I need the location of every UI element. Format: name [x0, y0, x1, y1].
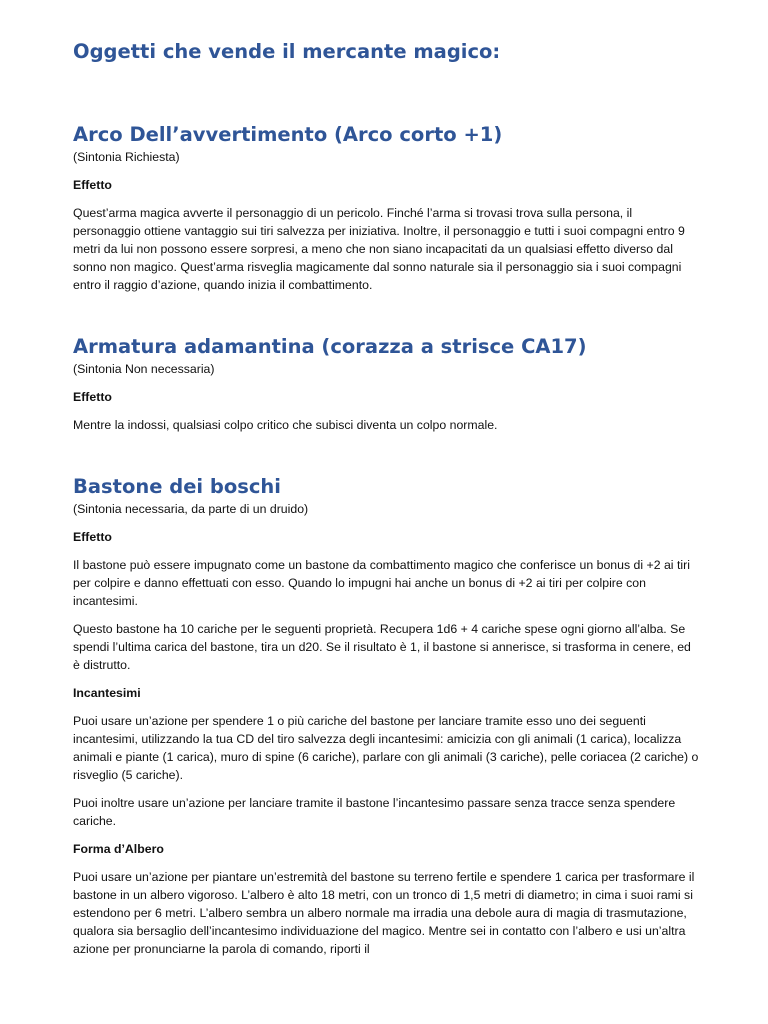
- document-page: [73, 38, 699, 968]
- attunement-note: (Sintonia Non necessaria): [73, 362, 215, 376]
- attunement-note: (Sintonia necessaria, da parte di un druido): [73, 502, 309, 516]
- item-bastone-boschi: [73, 474, 699, 958]
- page-title: Oggetti che vende il mercante magico:: [73, 40, 501, 63]
- section-spacer: [73, 444, 699, 474]
- effect-paragraph: Mentre la indossi, qualsiasi colpo critico che subisci diventa un colpo normale.: [73, 418, 498, 432]
- effect-paragraph: Quest’arma magica avverte il personaggio di un pericolo. Finché l’arma si trovasi trova sulla persona, il personaggio ottiene vantaggio sui tiri salvezza per iniziativa. Inoltre, il personaggio e tutti i suoi compagni entro 9 metri da lui non possono essere sorpresi, a meno che non siano incapacitati da un qualsiasi effetto diverso dal sonno non magico. Quest’arma risveglia magicamente dal sonno naturale sia il personaggio sia i suoi compagni entro il raggio d’azione, quando inizia il combattimento.: [73, 206, 685, 292]
- tree-form-heading: Forma d’Albero: [73, 842, 164, 856]
- effect-paragraph: Questo bastone ha 10 cariche per le seguenti proprietà. Recupera 1d6 + 4 cariche spese ogni giorno all’alba. Se spendi l’ultima carica del bastone, tira un d20. Se il risultato è 1, il bastone si annerisce, si trasforma in cenere, ed è distrutto.: [73, 622, 691, 672]
- spells-paragraph: Puoi inoltre usare un’azione per lanciare tramite il bastone l’incantesimo passare senza tracce senza spendere cariche.: [73, 796, 676, 828]
- tree-form-paragraph: Puoi usare un’azione per piantare un’estremità del bastone su terreno fertile e spendere 1 carica per trasformare il bastone in un albero vigoroso. L’albero è alto 18 metri, con un tronco di 1,5 metri di diametro; in cima i suoi rami si estendono per 6 metri. L’albero sembra un albero normale ma irradia una debole aura di magia di trasmutazione, qualora sia bersaglio dell’incantesimo individuazione del magico. Mentre sei in contatto con l’albero e usi un’altra azione per pronunciarne la parola di comando, riporti il: [73, 870, 695, 956]
- effect-heading: Effetto: [73, 530, 112, 544]
- attunement-note: (Sintonia Richiesta): [73, 150, 180, 164]
- section-spacer: [73, 304, 699, 334]
- spells-heading: Incantesimi: [73, 686, 141, 700]
- effect-paragraph: Il bastone può essere impugnato come un bastone da combattimento magico che conferisce un bonus di +2 ai tiri per colpire e danno effettuati con esso. Quando lo impugni hai anche un bonus di +2 ai tiri per colpire con incantesimi.: [73, 558, 690, 608]
- item-title: Bastone dei boschi: [73, 475, 281, 498]
- item-armatura-adamantina: [73, 334, 699, 434]
- effect-heading: Effetto: [73, 390, 112, 404]
- item-title: Arco Dell’avvertimento (Arco corto +1): [73, 123, 503, 146]
- item-title: Armatura adamantina (corazza a strisce CA17): [73, 335, 587, 358]
- effect-heading: Effetto: [73, 178, 112, 192]
- spells-paragraph: Puoi usare un’azione per spendere 1 o più cariche del bastone per lanciare tramite esso uno dei seguenti incantesimi, utilizzando la tua CD del tiro salvezza degli incantesimi: amicizia con gli animali (1 carica), localizza animali e piante (1 carica), muro di spine (6 cariche), parlare con gli animali (3 cariche), pelle coriacea (2 cariche) o risveglio (5 cariche).: [73, 714, 699, 782]
- item-arco-avvertimento: [73, 122, 699, 294]
